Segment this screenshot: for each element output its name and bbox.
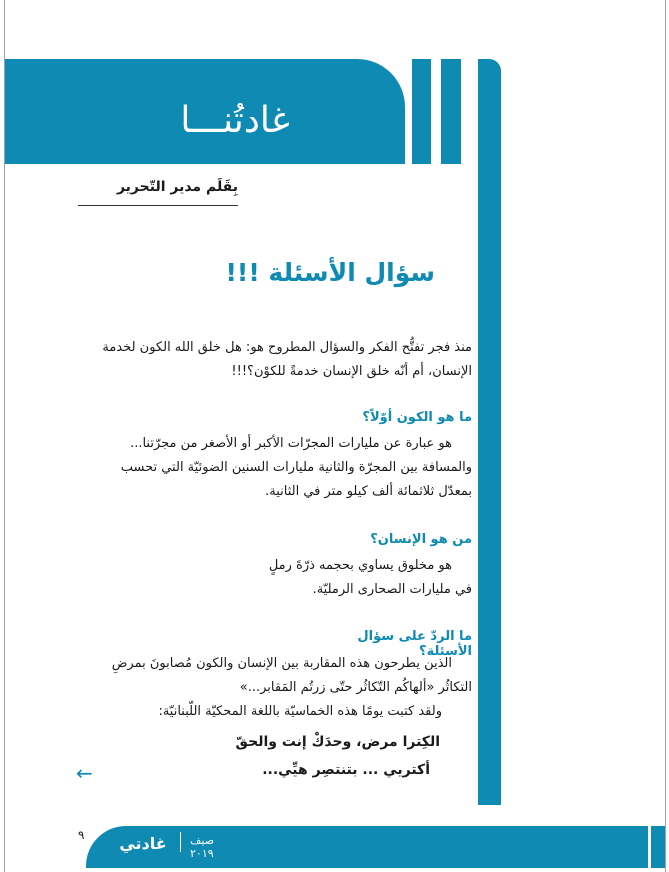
header-title: غادتُنـــا: [180, 100, 290, 141]
section3-line: الذين يطرحون هذه المقاربة بين الإنسان والكون مُصابونَ بمرضِ: [111, 656, 452, 671]
section2-line: هو مخلوق يساوي بحجمه ذرّةَ رملٍ: [268, 558, 452, 573]
poem-line-2: أكتريي ... بتنتصِر هيِّي...: [262, 762, 430, 778]
article-heading: سؤال الأسئلة !!!: [225, 258, 435, 287]
intro-line: الإنسان، أم أنّه خلق الإنسان خدمةً للكوْن؟!!!: [231, 364, 472, 379]
intro-line: منذ فجر تفتُّح الفكر والسؤال المطروح هو: هل خلق الله الكون لخدمة: [102, 340, 472, 355]
footer-separator: [180, 832, 181, 852]
arrow-left-icon[interactable]: ←: [76, 761, 93, 785]
section3-line: التكاثُر «ألهاكُم التّكاثُر حتّى زرتُم المَقابر...»: [239, 680, 472, 695]
section2-line: في مليارات الصحارى الرمليّة.: [312, 582, 472, 597]
section2-title: من هو الإنسان؟: [370, 532, 472, 547]
section3-line: ولقد كتبت يومًا هذه الخماسيّة باللغة المحكيّة اللّبنانيّة:: [158, 704, 442, 719]
header-bar-2: [441, 59, 461, 164]
section2-paragraph: [76, 554, 472, 602]
section1-paragraph: [76, 432, 472, 504]
footer-band: [86, 826, 665, 868]
intro-paragraph: [76, 336, 472, 384]
footer-logo: غادتي: [119, 834, 167, 853]
header-bar-1: [412, 59, 431, 164]
section1-line: هو عبارة عن مليارات المجرّات الأكبر أو الأصغر من مجرّتنا...: [130, 436, 452, 451]
byline: بِقَلَم مدير التّحرير: [78, 179, 238, 206]
footer-stripe: [648, 826, 651, 868]
section1-title: ما هو الكون أوّلاً؟: [362, 410, 472, 425]
poem-line-1: الكِترا مرض، وحدَكْ إنت والحقّ: [235, 734, 440, 750]
page-number: ٩: [78, 828, 85, 842]
section1-line: بمعدّل ثلاثمائة ألف كيلو متر في الثانية.: [265, 484, 472, 499]
section3-paragraph: [76, 652, 472, 724]
section1-line: والمسافة بين المجرّة والثانية مليارات السنين الضوئيّة التي تحسب: [120, 460, 472, 475]
footer-season: صيف ٢٠١٩: [190, 834, 215, 860]
vertical-accent-bar: [478, 59, 501, 805]
section3-title: ما الردّ على سؤال الأسئلة؟: [357, 629, 472, 659]
